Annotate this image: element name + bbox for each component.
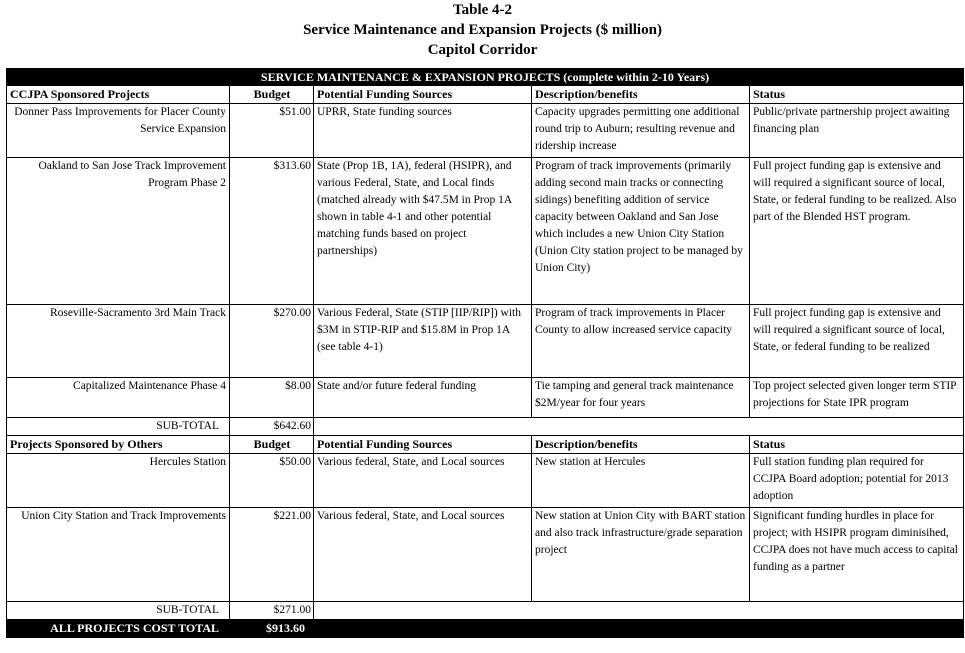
grand-total-row: [7, 620, 964, 638]
project-name: Oakland to San Jose Track Improvement Program Phase 2: [7, 158, 230, 305]
table-heading: Service Maintenance and Expansion Projects ($ million): [303, 22, 662, 38]
column-header-status: Status: [750, 436, 964, 454]
project-status: Public/private partnership project awaiting financing plan: [750, 104, 964, 158]
table-row: [7, 378, 964, 418]
column-header-description: Description/benefits: [532, 436, 750, 454]
project-description: Program of track improvements (primarily adding second main tracks or connecting sidings) benefiting addition of service capacity between Oakland and San Jose which includes a new Union City Station (Union City station project to be managed by Union City): [532, 158, 750, 305]
project-description: New station at Union City with BART station and also track infrastructure/grade separation project: [532, 508, 750, 602]
subtotal-blank: [314, 418, 964, 436]
table-title: [0, 0, 965, 60]
projects-table: [6, 68, 964, 638]
column-header-funding: Potential Funding Sources: [314, 436, 532, 454]
column-header-description: Description/benefits: [532, 86, 750, 104]
grand-total-value: $913.60: [230, 620, 964, 638]
table-row: [7, 158, 964, 305]
project-name: Capitalized Maintenance Phase 4: [7, 378, 230, 418]
project-budget: $221.00: [230, 508, 314, 602]
subtotal-value: $271.00: [230, 602, 314, 620]
subtotal-value: $642.60: [230, 418, 314, 436]
project-name: Union City Station and Track Improvements: [7, 508, 230, 602]
column-header-project: CCJPA Sponsored Projects: [7, 86, 230, 104]
project-status: Significant funding hurdles in place for project; with HSIPR program diminisihed, CCJPA does not have much access to capital funding as a partner: [750, 508, 964, 602]
project-description: Tie tamping and general track maintenance $2M/year for four years: [532, 378, 750, 418]
project-budget: $51.00: [230, 104, 314, 158]
project-funding: Various federal, State, and Local sources: [314, 454, 532, 508]
subtotal-blank: [314, 602, 964, 620]
project-budget: $50.00: [230, 454, 314, 508]
table-number: Table 4-2: [452, 2, 513, 18]
subtotal-label: SUB-TOTAL: [7, 602, 230, 620]
project-name: Donner Pass Improvements for Placer County Service Expansion: [7, 104, 230, 158]
project-budget: $8.00: [230, 378, 314, 418]
column-header-budget: Budget: [230, 436, 314, 454]
table-banner-row: [7, 69, 964, 86]
project-description: Capacity upgrades permitting one additional round trip to Auburn; resulting revenue and ridership increase: [532, 104, 750, 158]
table-row: [7, 454, 964, 508]
project-name: Hercules Station: [7, 454, 230, 508]
project-description: New station at Hercules: [532, 454, 750, 508]
project-funding: Various federal, State, and Local sources: [314, 508, 532, 602]
project-name: Roseville-Sacramento 3rd Main Track: [7, 305, 230, 378]
subtotal-row: [7, 418, 964, 436]
table-row: [7, 104, 964, 158]
column-header-budget: Budget: [230, 86, 314, 104]
project-budget: $313.60: [230, 158, 314, 305]
project-description: Program of track improvements in Placer County to allow increased service capacity: [532, 305, 750, 378]
section-header-row: [7, 86, 964, 104]
project-budget: $270.00: [230, 305, 314, 378]
section-header-row: [7, 436, 964, 454]
project-funding: State (Prop 1B, 1A), federal (HSIPR), and various Federal, State, and Local finds (matched already with $47.5M in Prop 1A shown in table 4-1 and other potential matching funds based on project partnerships): [314, 158, 532, 305]
project-funding: UPRR, State funding sources: [314, 104, 532, 158]
column-header-status: Status: [750, 86, 964, 104]
table-row: [7, 508, 964, 602]
column-header-funding: Potential Funding Sources: [314, 86, 532, 104]
table-subheading: Capitol Corridor: [427, 42, 538, 58]
project-funding: State and/or future federal funding: [314, 378, 532, 418]
project-status: Full project funding gap is extensive and will required a significant source of local, State, or federal funding to be realized: [750, 305, 964, 378]
project-status: Full station funding plan required for CCJPA Board adoption; potential for 2013 adoption: [750, 454, 964, 508]
project-funding: Various Federal, State (STIP [IIP/RIP]) with $3M in STIP-RIP and $15.8M in Prop 1A (see table 4-1): [314, 305, 532, 378]
project-status: Top project selected given longer term STIP projections for State IPR program: [750, 378, 964, 418]
table-row: [7, 305, 964, 378]
subtotal-label: SUB-TOTAL: [7, 418, 230, 436]
column-header-project: Projects Sponsored by Others: [7, 436, 230, 454]
grand-total-label: ALL PROJECTS COST TOTAL: [7, 620, 230, 638]
subtotal-row: [7, 602, 964, 620]
table-banner: SERVICE MAINTENANCE & EXPANSION PROJECTS (complete within 2-10 Years): [7, 69, 964, 86]
project-status: Full project funding gap is extensive and will required a significant source of local, State, or federal funding to be realized. Also part of the Blended HST program.: [750, 158, 964, 305]
